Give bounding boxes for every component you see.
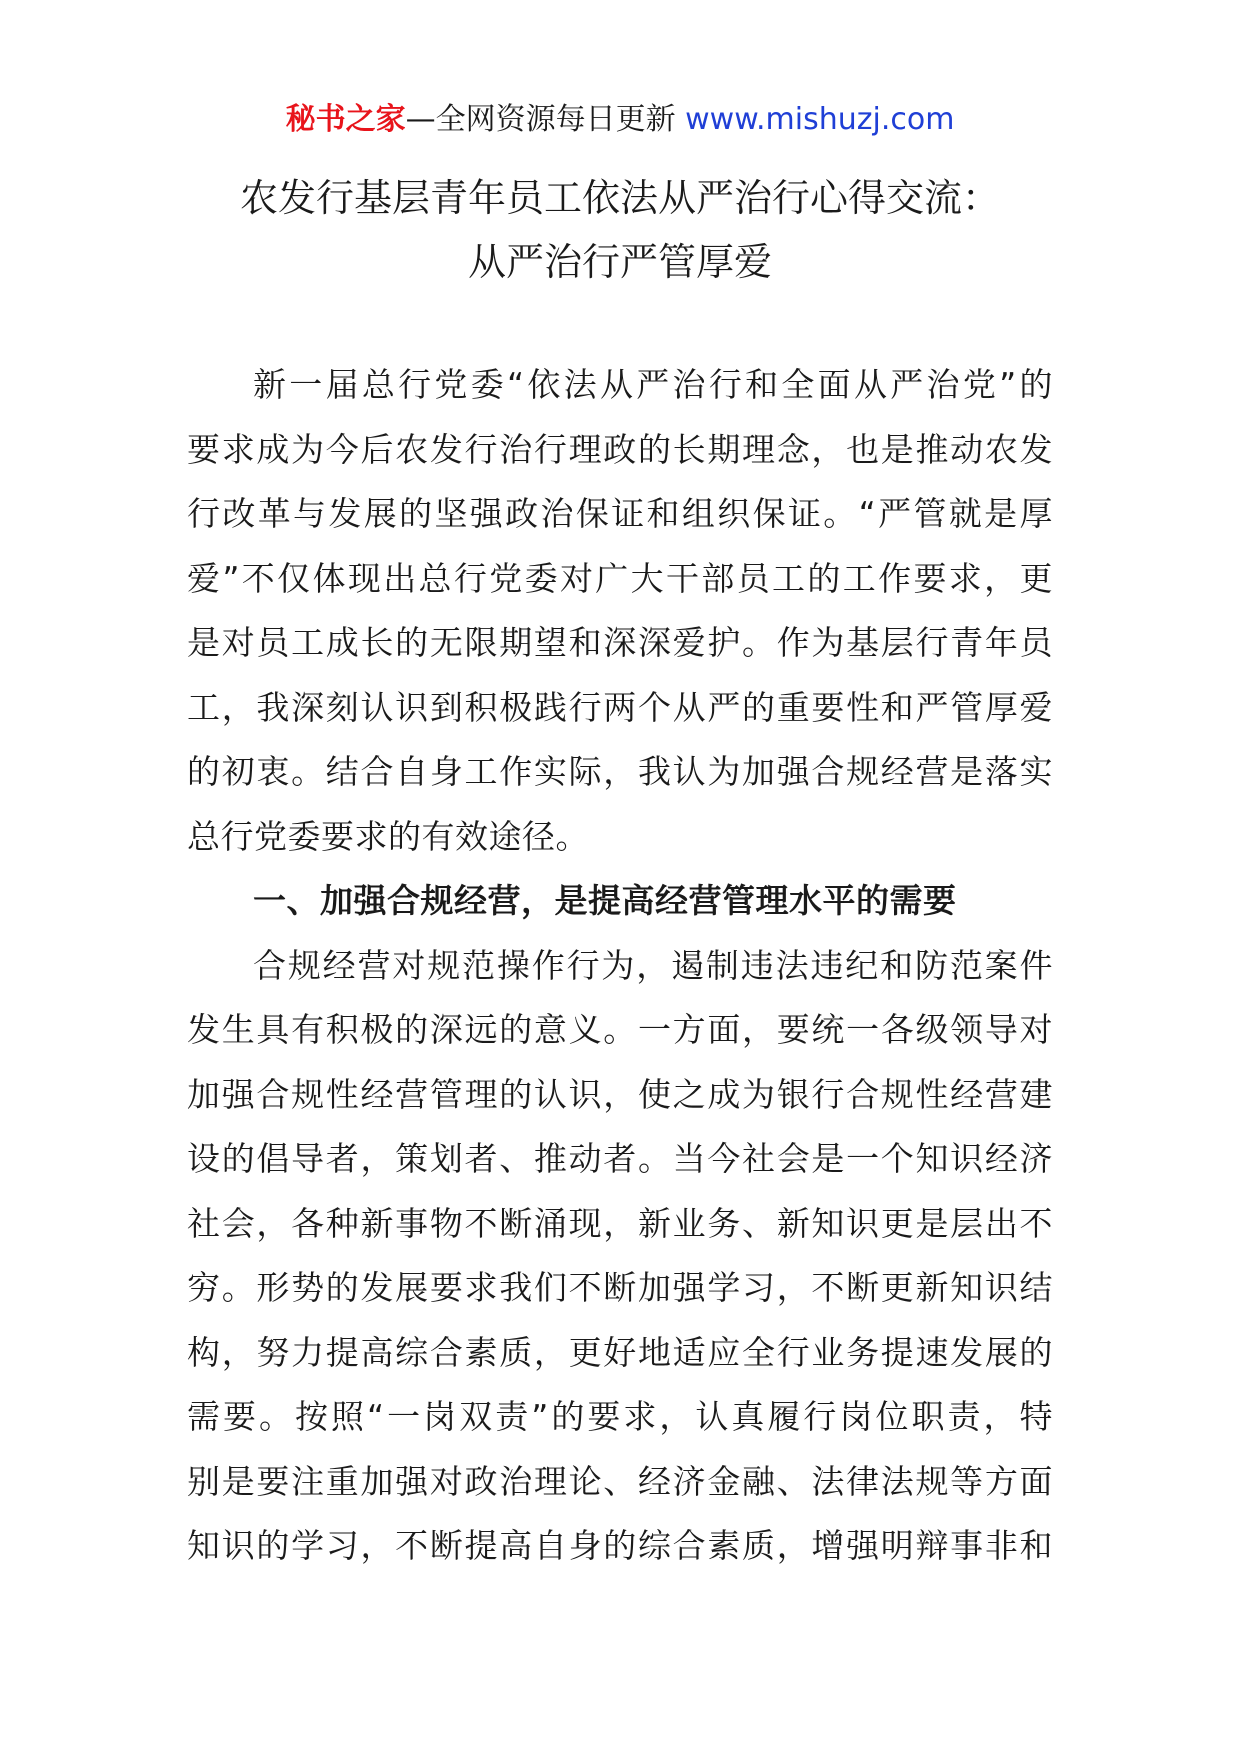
paragraph-2-line: 合规经营对规范操作行为，遏制违法违纪和防范案件: [253, 945, 1053, 985]
document-title: [0, 166, 1240, 294]
paragraph-2-line: 需要。按照“一岗双责”的要求，认真履行岗位职责，特: [187, 1397, 1053, 1436]
paragraph-2-line: 加强合规性经营管理的认识，使之成为银行合规性经营建: [187, 1074, 1053, 1114]
document-body: [187, 353, 1053, 1579]
paragraph-2-line: 社会，各种新事物不断涌现，新业务、新知识更是层出不: [187, 1203, 1053, 1243]
site-url-link[interactable]: www.mishuzj.com: [685, 102, 955, 137]
paragraph-2-line: 构，努力提高综合素质，更好地适应全行业务提速发展的: [187, 1332, 1053, 1372]
brand-name: 秘书之家: [285, 102, 406, 137]
title-line-1: 农发行基层青年员工依法从严治行心得交流：: [239, 176, 1000, 220]
paragraph-2-line: 别是要注重加强对政治理论、经济金融、法律法规等方面: [187, 1461, 1053, 1501]
paragraph-1-line: 爱”不仅体现出总行党委对广大干部员工的工作要求，更: [187, 558, 1053, 598]
paragraph-1-line: 的初衷。结合自身工作实际，我认为加强合规经营是落实: [187, 752, 1053, 791]
paragraph-2-line: 发生具有积极的深远的意义。一方面，要统一各级领导对: [187, 1010, 1053, 1049]
paragraph-2-line: 知识的学习，不断提高自身的综合素质，增强明辩事非和: [187, 1526, 1053, 1565]
paragraph-1-line: 新一届总行党委“依法从严治行和全面从严治党”的: [253, 365, 1053, 404]
paragraph-2-line: 穷。形势的发展要求我们不断加强学习，不断更新知识结: [187, 1268, 1053, 1307]
header-tagline: —全网资源每日更新: [405, 102, 676, 137]
paragraph-1-line: 总行党委要求的有效途径。: [187, 816, 589, 856]
paragraph-1-line: 是对员工成长的无限期望和深深爱护。作为基层行青年员: [187, 623, 1053, 662]
site-header: [0, 100, 1240, 140]
section-heading-1: 一、加强合规经营，是提高经营管理水平的需要: [253, 881, 957, 920]
paragraph-1-line: 行改革与发展的坚强政治保证和组织保证。“严管就是厚: [187, 494, 1053, 533]
paragraph-2-line: 设的倡导者，策划者、推动者。当今社会是一个知识经济: [187, 1139, 1053, 1178]
paragraph-1-line: 要求成为今后农发行治行理政的长期理念，也是推动农发: [187, 429, 1053, 469]
paragraph-1-line: 工，我深刻认识到积极践行两个从严的重要性和严管厚爱: [187, 687, 1053, 727]
title-line-2: 从严治行严管厚爱: [467, 240, 772, 284]
